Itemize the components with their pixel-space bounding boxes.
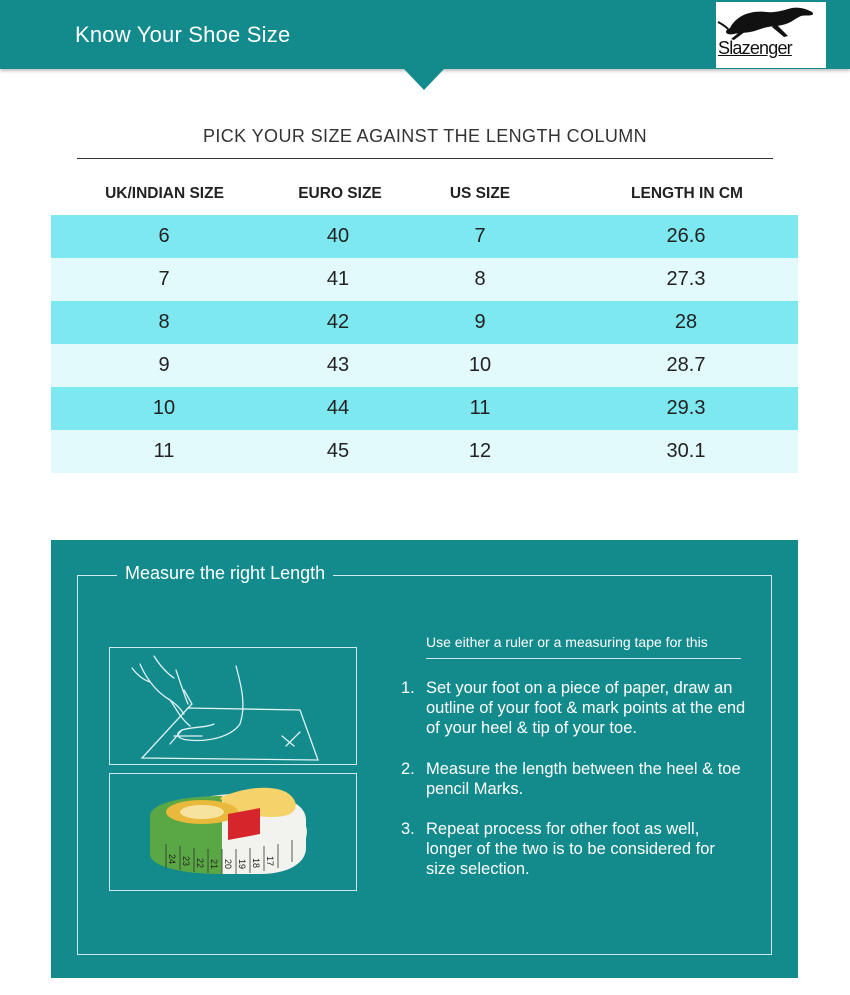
cell-length: 27.3 bbox=[666, 268, 706, 290]
column-header-us-size: US SIZE bbox=[449, 185, 511, 202]
brand-name: Slazenger bbox=[718, 38, 792, 58]
cell-uk-size: 8 bbox=[158, 311, 170, 333]
cell-uk-size: 7 bbox=[158, 268, 170, 290]
cell-uk-size: 10 bbox=[152, 397, 176, 419]
step-number: 3. bbox=[401, 820, 415, 838]
tape-number: 18 bbox=[251, 858, 261, 869]
cell-us-size: 7 bbox=[474, 225, 486, 247]
tape-number: 20 bbox=[223, 859, 233, 870]
panther-icon bbox=[716, 2, 826, 42]
cell-uk-size: 9 bbox=[158, 354, 170, 376]
tape-number: 19 bbox=[237, 859, 247, 870]
subtitle-divider bbox=[77, 158, 773, 159]
cell-us-size: 9 bbox=[474, 311, 486, 333]
column-header-length: LENGTH IN CM bbox=[631, 185, 743, 202]
cell-us-size: 11 bbox=[469, 397, 491, 419]
cell-length: 26.6 bbox=[666, 225, 706, 247]
foot-drawing-illustration bbox=[109, 647, 357, 765]
brand-logo bbox=[716, 2, 826, 68]
step-number: 2. bbox=[401, 760, 415, 778]
tape-number: 17 bbox=[265, 856, 275, 867]
step-number: 1. bbox=[401, 679, 415, 697]
hint-divider bbox=[426, 658, 741, 659]
cell-euro-size: 42 bbox=[326, 311, 350, 333]
header-bar bbox=[0, 0, 850, 69]
instruction-step-3 bbox=[401, 819, 746, 879]
table-row bbox=[51, 301, 798, 344]
tape-number: 23 bbox=[181, 856, 191, 867]
column-header-euro-size: EURO SIZE bbox=[298, 185, 382, 202]
cell-uk-size: 6 bbox=[158, 225, 170, 247]
table-subtitle: PICK YOUR SIZE AGAINST THE LENGTH COLUMN bbox=[202, 126, 648, 146]
table-row bbox=[51, 387, 798, 430]
measure-title: Measure the right Length bbox=[117, 563, 333, 584]
cell-length: 28.7 bbox=[666, 354, 706, 376]
table-row bbox=[51, 344, 798, 387]
measure-panel bbox=[51, 540, 798, 978]
step-text: Measure the length between the heel & toe pencil Marks. bbox=[426, 760, 741, 798]
header-notch bbox=[403, 68, 445, 90]
instruction-step-2 bbox=[401, 759, 746, 799]
cell-euro-size: 40 bbox=[326, 225, 350, 247]
column-header-uk-size: UK/INDIAN SIZE bbox=[105, 185, 224, 202]
cell-length: 30.1 bbox=[666, 440, 706, 462]
cell-us-size: 12 bbox=[468, 440, 492, 462]
size-table-header bbox=[52, 185, 798, 207]
step-text: Repeat process for other foot as well, longer of the two is to be considered for size selection. bbox=[426, 820, 715, 878]
tape-number: 24 bbox=[167, 854, 177, 865]
size-table-body bbox=[51, 215, 798, 473]
cell-euro-size: 41 bbox=[326, 268, 350, 290]
foot-outline-drawing-icon bbox=[110, 648, 356, 764]
cell-us-size: 10 bbox=[468, 354, 492, 376]
cell-euro-size: 43 bbox=[326, 354, 350, 376]
measure-hint: Use either a ruler or a measuring tape for this bbox=[426, 634, 708, 650]
measuring-tape-icon bbox=[110, 774, 356, 890]
cell-uk-size: 11 bbox=[153, 440, 175, 462]
table-row bbox=[51, 258, 798, 301]
tape-number: 21 bbox=[209, 859, 219, 870]
tape-number: 22 bbox=[195, 858, 205, 869]
measuring-tape-illustration bbox=[109, 773, 357, 891]
step-text: Set your foot on a piece of paper, draw an outline of your foot & mark points at the end of your heel & tip of your toe. bbox=[426, 679, 746, 737]
cell-us-size: 8 bbox=[474, 268, 486, 290]
page-title: Know Your Shoe Size bbox=[75, 22, 291, 47]
table-row bbox=[51, 430, 798, 473]
instruction-step-1 bbox=[401, 678, 746, 738]
cell-euro-size: 45 bbox=[326, 440, 350, 462]
cell-length: 29.3 bbox=[666, 397, 706, 419]
table-row bbox=[51, 215, 798, 258]
cell-length: 28 bbox=[674, 311, 698, 333]
cell-euro-size: 44 bbox=[326, 397, 350, 419]
